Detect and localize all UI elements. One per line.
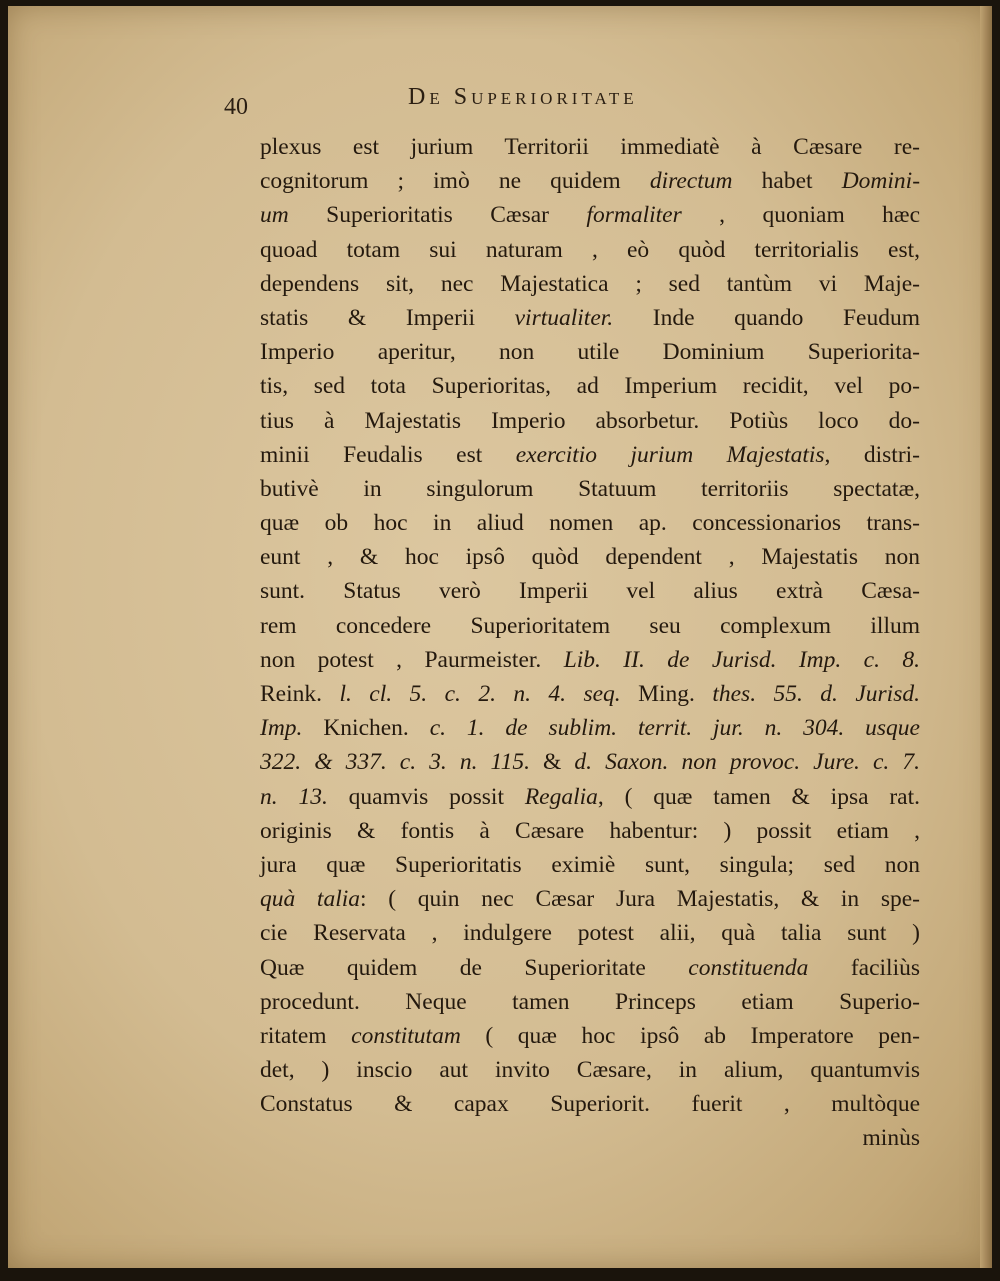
- text-line: butivè in singulorum Statuum territoriis spectatæ,: [260, 475, 920, 502]
- text-line: originis & fontis à Cæsare habentur: ) possit etiam ,: [260, 817, 920, 844]
- text-line: tis, sed tota Superioritas, ad Imperium recidit, vel po-: [260, 373, 920, 400]
- text-line: Quæ quidem de Superioritate constituenda faciliùs: [260, 954, 921, 981]
- text-line: dependens sit, nec Majestatica ; sed tantùm vi Maje-: [260, 270, 920, 297]
- page-edge: [980, 6, 992, 1268]
- text-line: minii Feudalis est exercitio jurium Majestatis, distri-: [260, 441, 921, 468]
- text-line: n. 13. quamvis possit Regalia, ( quæ tamen & ipsa rat.: [260, 783, 921, 810]
- text-line: Imperio aperitur, non utile Dominium Superiorita-: [260, 339, 920, 366]
- text-line: Constatus & capax Superiorit. fuerit , multòque: [260, 1091, 920, 1118]
- text-line: jura quæ Superioritatis eximiè sunt, singula; sed non: [260, 851, 920, 878]
- text-line: cie Reservata , indulgere potest alii, quà talia sunt ): [260, 920, 920, 947]
- text-line: quæ ob hoc in aliud nomen ap. concessionarios trans-: [260, 510, 920, 537]
- book-page: [8, 6, 992, 1268]
- text-line: non potest , Paurmeister. Lib. II. de Jurisd. Imp. c. 8.: [260, 646, 920, 673]
- text-line: quà talia: ( quin nec Cæsar Jura Majestatis, & in spe-: [260, 886, 921, 913]
- text-line: eunt , & hoc ipsô quòd dependent , Majestatis non: [260, 544, 920, 571]
- body-text: [260, 130, 920, 1156]
- text-line: sunt. Status verò Imperii vel alius extrà Cæsa-: [260, 578, 920, 605]
- text-line: rem concedere Superioritatem seu complexum illum: [260, 612, 920, 639]
- text-line: det, ) inscio aut invito Cæsare, in alium, quantumvis: [260, 1057, 920, 1084]
- text-line: cognitorum ; imò ne quidem directum habet Domini-: [260, 168, 921, 195]
- text-line: quoad totam sui naturam , eò quòd territorialis est,: [260, 236, 920, 263]
- running-head: De Superioritate: [408, 84, 638, 110]
- text-line: plexus est jurium Territorii immediatè à Cæsare re-: [260, 134, 920, 160]
- text-line: statis & Imperii virtualiter. Inde quando Feudum: [260, 304, 920, 331]
- text-line: um Superioritatis Cæsar formaliter , quoniam hæc: [260, 202, 921, 229]
- catchword: minùs: [862, 1125, 920, 1152]
- text-line: tius à Majestatis Imperio absorbetur. Potiùs loco do-: [260, 407, 920, 434]
- text-line: ritatem constitutam ( quæ hoc ipsô ab Imperatore pen-: [260, 1022, 920, 1049]
- text-line: procedunt. Neque tamen Princeps etiam Superio-: [260, 988, 920, 1015]
- text-line: 322. & 337. c. 3. n. 115. & d. Saxon. non provoc. Jure. c. 7.: [260, 749, 921, 776]
- page-number: 40: [224, 94, 248, 120]
- text-line: Reink. l. cl. 5. c. 2. n. 4. seq. Ming. thes. 55. d. Jurisd.: [260, 681, 920, 707]
- text-line: Imp. Knichen. c. 1. de sublim. territ. jur. n. 304. usque: [260, 715, 920, 742]
